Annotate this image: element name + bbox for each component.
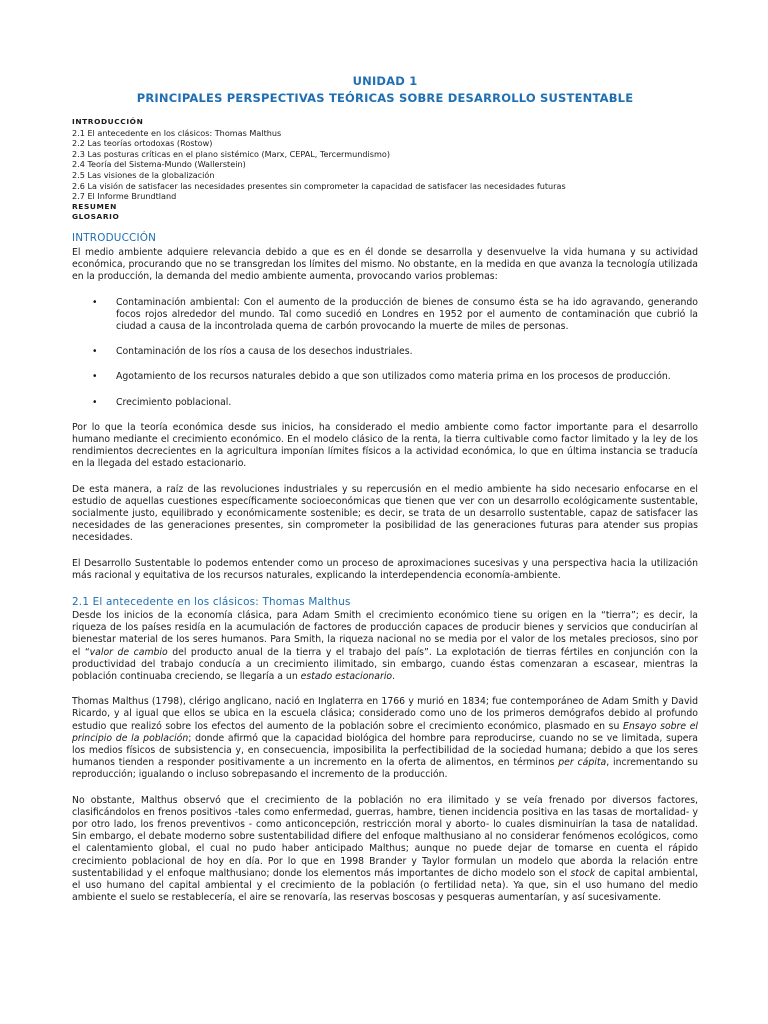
table-of-contents xyxy=(72,117,698,223)
list-item xyxy=(72,397,698,409)
intro-paragraph-2: Por lo que la teoría económica desde sus inicios, ha considerado el medio ambiente como factor importante para el desarrollo humano mediante el crecimiento económico. En el modelo clásico de la renta, la tierra cultivable como factor limitado y la ley de los rendimientos decrecientes en la agricultura imponían límites físicos a la actividad económica, lo que en última instancia se traducía en la llegada del estado estacionario. xyxy=(72,421,698,470)
toc-item-2-5: 2.5 Las visiones de la globalización xyxy=(72,169,215,180)
list-item-text: Crecimiento poblacional. xyxy=(116,396,232,408)
bullet-icon: • xyxy=(92,396,98,408)
toc-item-resumen: RESUMEN xyxy=(72,201,117,211)
section-2-1-paragraph-1: Desde los inicios de la economía clásica, para Adam Smith el crecimiento económico tiene su origen en la “tierra”; es decir, la riqueza de los países residía en la acumulación de factores de producción capaces de producir bienes y servicios que conducirían al bienestar material de los seres humanos. Para Smith, la riqueza nacional no se media por el valor de los metales preciosos, sino por el “valor de cambio del producto anual de la tierra y el trabajo del país”. La explotación de tierras fértiles en conjunción con la productividad del trabajo conducía a un crecimiento ilimitado, sin embargo, cuando éstas comenzaran a escasear, mientras la población continuaba creciendo, se llegaría a un estado estacionario. xyxy=(72,610,698,683)
section-2-1-paragraph-3: No obstante, Malthus observó que el crecimiento de la población no era ilimitado y se veía frenado por diversos factores, clasificándolos en frenos positivos -tales como enfermedad, guerras, hambre, tienen incidencia positiva en las tasas de mortalidad- y por otro lado, los frenos preventivos - como anticoncepción, restricción moral y aborto- lo cuales disminuirían la tasa de natalidad. Sin embargo, el debate moderno sobre sustentabilidad difiere del enfoque malthusiano al no considerar fenómenos ecológicos, como el calentamiento global, el cual no pudo haber anticipado Malthus; aunque no puede dejar de tomarse en cuenta el rápido crecimiento poblacional de hoy en día. Por lo que en 1998 Brander y Taylor formulan un modelo que aborda la relación entre sustentabilidad y el enfoque malthusiano; donde los elementos más importantes de dicho modelo son el stock de capital ambiental, el uso humano del capital ambiental y el crecimiento de la población (o fertilidad neta). Ya que, sin el uso humano del medio ambiente el suelo se restablecería, el aire se renovaría, las reservas boscosas y pesqueras aumentarían, y así sucesivamente. xyxy=(72,794,698,904)
toc-item-2-2: 2.2 Las teorías ortodoxas (Rostow) xyxy=(72,138,213,149)
bullet-icon: • xyxy=(92,371,98,383)
list-item-text: Agotamiento de los recursos naturales debido a que son utilizados como materia prima en los procesos de producción. xyxy=(116,371,671,383)
toc-item-2-6: 2.6 La visión de satisfacer las necesidades presentes sin comprometer la capacidad de satisfacer las necesidades futuras xyxy=(72,180,566,191)
intro-paragraph-1: El medio ambiente adquiere relevancia debido a que es en él donde se desarrolla y desenvuelve la vida humana y su actividad económica, procurando que no se transgredan los límites del mismo. No obstante, en la medida en que avanza la tecnología utilizada en la producción, la demanda del medio ambiente aumenta, provocando varios problemas: xyxy=(72,246,698,283)
bullet-icon: • xyxy=(92,296,98,308)
problems-list xyxy=(72,297,698,409)
toc-item-glosario: GLOSARIO xyxy=(72,212,120,222)
unit-title: PRINCIPALES PERSPECTIVAS TEÓRICAS SOBRE DESARROLLO SUSTENTABLE xyxy=(136,91,634,105)
intro-paragraph-4: El Desarrollo Sustentable lo podemos entender como un proceso de aproximaciones sucesivas y una perspectiva hacia la utilización más racional y equitativa de los recursos naturales, explicando la interdependencia economía-ambiente. xyxy=(72,557,698,581)
list-item-text: Contaminación ambiental: Con el aumento de la producción de bienes de consumo ésta se ha ido agravando, generando focos rojos alrededor del mundo. Tal como sucedió en Londres en 1952 por el aumento de contaminación que cubrió la ciudad a causa de la incontrolada quema de carbón provocando la muerte de miles de personas. xyxy=(116,296,698,332)
toc-item-introduccion: INTRODUCCIÓN xyxy=(72,117,144,126)
section-2-1-paragraph-2: Thomas Malthus (1798), clérigo anglicano, nació en Inglaterra en 1766 y murió en 1834; fue contemporáneo de Adam Smith y David Ricardo, y al igual que ellos se ubica en la escuela clásica; considerado como uno de los primeros demógrafos debido al profundo estudio que realizó sobre los efectos del aumento de la población sobre el crecimiento económico, plasmado en su Ensayo sobre el principio de la población; donde afirmó que la capacidad biológica del hombre para reproducirse, cuando no se ve limitada, supera los medios físicos de subsistencia y, en consecuencia, imposibilita la perfectibilidad de la sociedad humana; debido a que los seres humanos tienden a responder positivamente a un incremento en la oferta de alimentos, en términos per cápita, incrementando su reproducción; igualando o incluso sobrepasando el incremento de la producción. xyxy=(72,696,699,781)
list-item xyxy=(72,371,698,383)
intro-heading: INTRODUCCIÓN xyxy=(72,231,157,244)
toc-item-2-3: 2.3 Las posturas críticas en el plano sistémico (Marx, CEPAL, Tercermundismo) xyxy=(72,148,390,159)
section-2-1-heading: 2.1 El antecedente en los clásicos: Thomas Malthus xyxy=(72,596,351,608)
intro-paragraph-3: De esta manera, a raíz de las revoluciones industriales y su repercusión en el medio ambiente ha sido necesario enfocarse en el estudio de aquellas cuestiones específicamente socioeconómicas que tienen que ver con un desarrollo ecológicamente sustentable, socialmente justo, equilibrado y económicamente sostenible; es decir, se trata de un desarrollo sustentable, capaz de satisfacer las necesidades de las generaciones presentes, sin comprometer la posibilidad de las generaciones futuras para atender sus propias necesidades. xyxy=(72,483,698,544)
toc-item-2-1: 2.1 El antecedente en los clásicos: Thomas Malthus xyxy=(72,127,282,138)
list-item xyxy=(72,297,698,334)
unit-heading: UNIDAD 1 xyxy=(352,74,418,88)
toc-item-2-4: 2.4 Teoría del Sistema-Mundo (Wallerstein) xyxy=(72,159,246,170)
list-item xyxy=(72,346,698,358)
document-page xyxy=(72,0,698,904)
list-item-text: Contaminación de los ríos a causa de los desechos industriales. xyxy=(116,346,413,358)
bullet-icon: • xyxy=(92,346,98,358)
toc-item-2-7: 2.7 El Informe Brundtland xyxy=(72,191,177,202)
